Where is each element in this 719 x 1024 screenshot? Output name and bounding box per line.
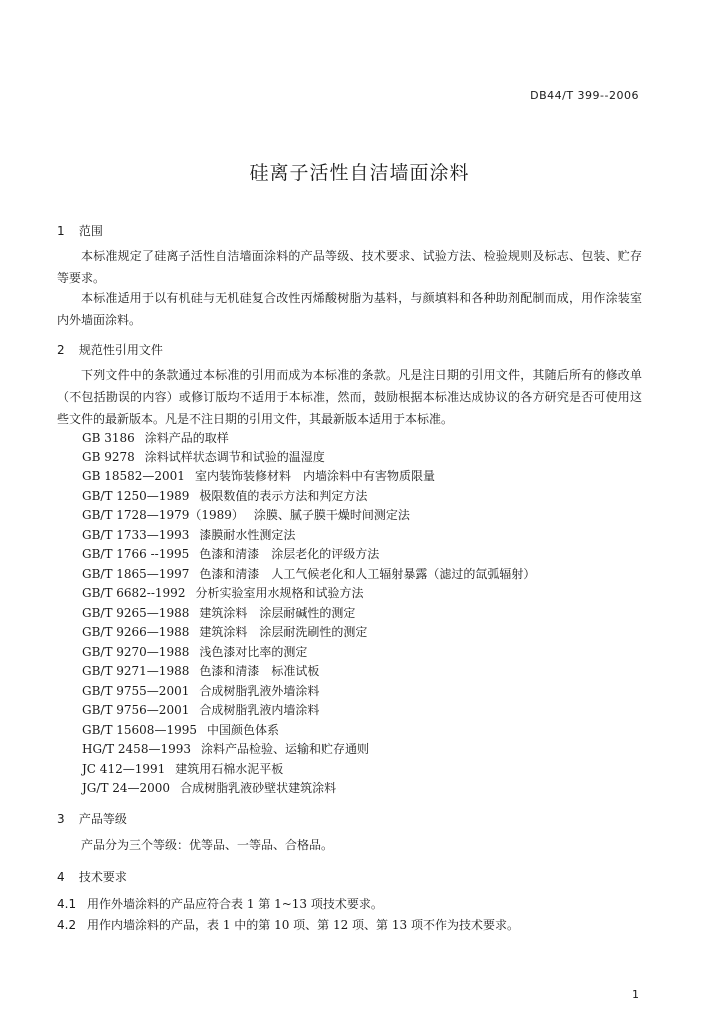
reference-title: 中国颜色体系	[206, 723, 279, 737]
section-4-heading	[57, 868, 127, 885]
reference-code: GB/T 1250—1989	[82, 489, 190, 503]
reference-code: JG/T 24—2000	[82, 781, 171, 795]
reference-item	[82, 701, 319, 718]
reference-title: 色漆和清漆 标准试板	[199, 664, 320, 678]
reference-code: GB/T 1733—1993	[82, 528, 190, 542]
reference-code: GB/T 9271—1988	[82, 664, 190, 678]
reference-item	[82, 721, 279, 738]
document-number: DB44/T 399--2006	[530, 89, 639, 102]
reference-title: 涂料产品的取样	[144, 431, 229, 445]
reference-item	[82, 604, 355, 621]
clause-text: 用作内墙涂料的产品，表 1 中的第 10 项、第 12 项、第 13 项不作为技术要求。	[87, 918, 519, 932]
reference-title: 建筑涂料 涂层耐洗刷性的测定	[199, 625, 368, 639]
reference-title: 涂膜、腻子膜干燥时间测定法	[253, 508, 410, 522]
reference-title: 漆膜耐水性测定法	[199, 528, 296, 542]
section-number: 3	[57, 812, 65, 826]
section-2-paragraph-1: 下列文件中的条款通过本标准的引用而成为本标准的条款。凡是注日期的引用文件，其随后所有的修改单（不包括勘误的内容）或修订版均不适用于本标准，然而，鼓励根据本标准达成协议的各方研究是否可使用这些文件的最新版本。凡是不注日期的引用文件，其最新版本适用于本标准。	[57, 368, 642, 426]
reference-item	[82, 584, 363, 601]
reference-item	[82, 643, 307, 660]
section-title: 技术要求	[78, 870, 127, 884]
reference-code: GB 3186	[82, 431, 135, 445]
section-number: 1	[57, 224, 65, 238]
section-3-paragraph-1: 产品分为三个等级：优等品、一等品、合格品。	[81, 838, 334, 852]
reference-title: 建筑涂料 涂层耐碱性的测定	[199, 606, 356, 620]
section-title: 产品等级	[78, 812, 127, 826]
section-number: 2	[57, 343, 65, 357]
reference-code: GB/T 1766 --1995	[82, 547, 190, 561]
page-number: 1	[632, 988, 639, 1001]
reference-title: 合成树脂乳液砂壁状建筑涂料	[180, 781, 337, 795]
reference-item	[82, 429, 229, 446]
reference-title: 涂料试样状态调节和试验的温湿度	[144, 450, 325, 464]
section-title: 范围	[78, 224, 103, 238]
reference-item	[82, 623, 367, 640]
section-1-paragraph-1: 本标准规定了硅离子活性自洁墙面涂料的产品等级、技术要求、试验方法、检验规则及标志、包装、贮存等要求。	[57, 249, 642, 285]
reference-item	[82, 526, 295, 543]
clause-4-2	[57, 916, 519, 933]
reference-code: GB 9278	[82, 450, 135, 464]
reference-item	[82, 740, 369, 757]
section-1-heading	[57, 222, 103, 239]
reference-title: 色漆和清漆 人工气候老化和人工辐射暴露（滤过的氙弧辐射）	[199, 567, 536, 581]
reference-code: GB/T 9266—1988	[82, 625, 190, 639]
reference-code: GB/T 1728—1979（1989）	[82, 508, 244, 522]
section-number: 4	[57, 870, 65, 884]
reference-code: GB/T 15608—1995	[82, 723, 197, 737]
reference-code: GB/T 9756—2001	[82, 703, 190, 717]
reference-code: JC 412—1991	[82, 762, 166, 776]
clause-text: 用作外墙涂料的产品应符合表 1 第 1~13 项技术要求。	[87, 897, 383, 911]
section-1-paragraph-2: 本标准适用于以有机硅与无机硅复合改性丙烯酸树脂为基料，与颜填料和各种助剂配制而成，用作涂装室内外墙面涂料。	[57, 291, 642, 327]
clause-number: 4.1	[57, 897, 77, 911]
section-title: 规范性引用文件	[78, 343, 163, 357]
clause-4-1	[57, 895, 383, 912]
document-title: 硅离子活性自洁墙面涂料	[249, 162, 470, 184]
reference-code: GB/T 9755—2001	[82, 684, 190, 698]
reference-code: GB/T 1865—1997	[82, 567, 190, 581]
reference-item	[82, 779, 336, 796]
reference-code: GB 18582—2001	[82, 469, 185, 483]
reference-item	[82, 506, 410, 523]
reference-code: GB/T 9270—1988	[82, 645, 190, 659]
reference-item	[82, 565, 535, 582]
section-3-heading	[57, 810, 127, 827]
reference-title: 涂料产品检验、运输和贮存通则	[201, 742, 370, 756]
reference-title: 合成树脂乳液外墙涂料	[199, 684, 320, 698]
reference-item	[82, 545, 379, 562]
reference-title: 色漆和清漆 涂层老化的评级方法	[199, 547, 380, 561]
reference-code: HG/T 2458—1993	[82, 742, 191, 756]
reference-item	[82, 760, 283, 777]
reference-title: 极限数值的表示方法和判定方法	[199, 489, 368, 503]
reference-title: 合成树脂乳液内墙涂料	[199, 703, 320, 717]
reference-title: 分析实验室用水规格和试验方法	[195, 586, 364, 600]
reference-code: GB/T 6682--1992	[82, 586, 186, 600]
reference-title: 建筑用石棉水泥平板	[175, 762, 284, 776]
reference-title: 浅色漆对比率的测定	[199, 645, 308, 659]
reference-code: GB/T 9265—1988	[82, 606, 190, 620]
reference-item	[82, 467, 435, 484]
clause-number: 4.2	[57, 918, 77, 932]
reference-item	[82, 448, 325, 465]
section-2-heading	[57, 341, 163, 358]
reference-item	[82, 662, 319, 679]
reference-item	[82, 682, 319, 699]
reference-item	[82, 487, 367, 504]
reference-title: 室内装饰装修材料 内墙涂料中有害物质限量	[194, 469, 435, 483]
